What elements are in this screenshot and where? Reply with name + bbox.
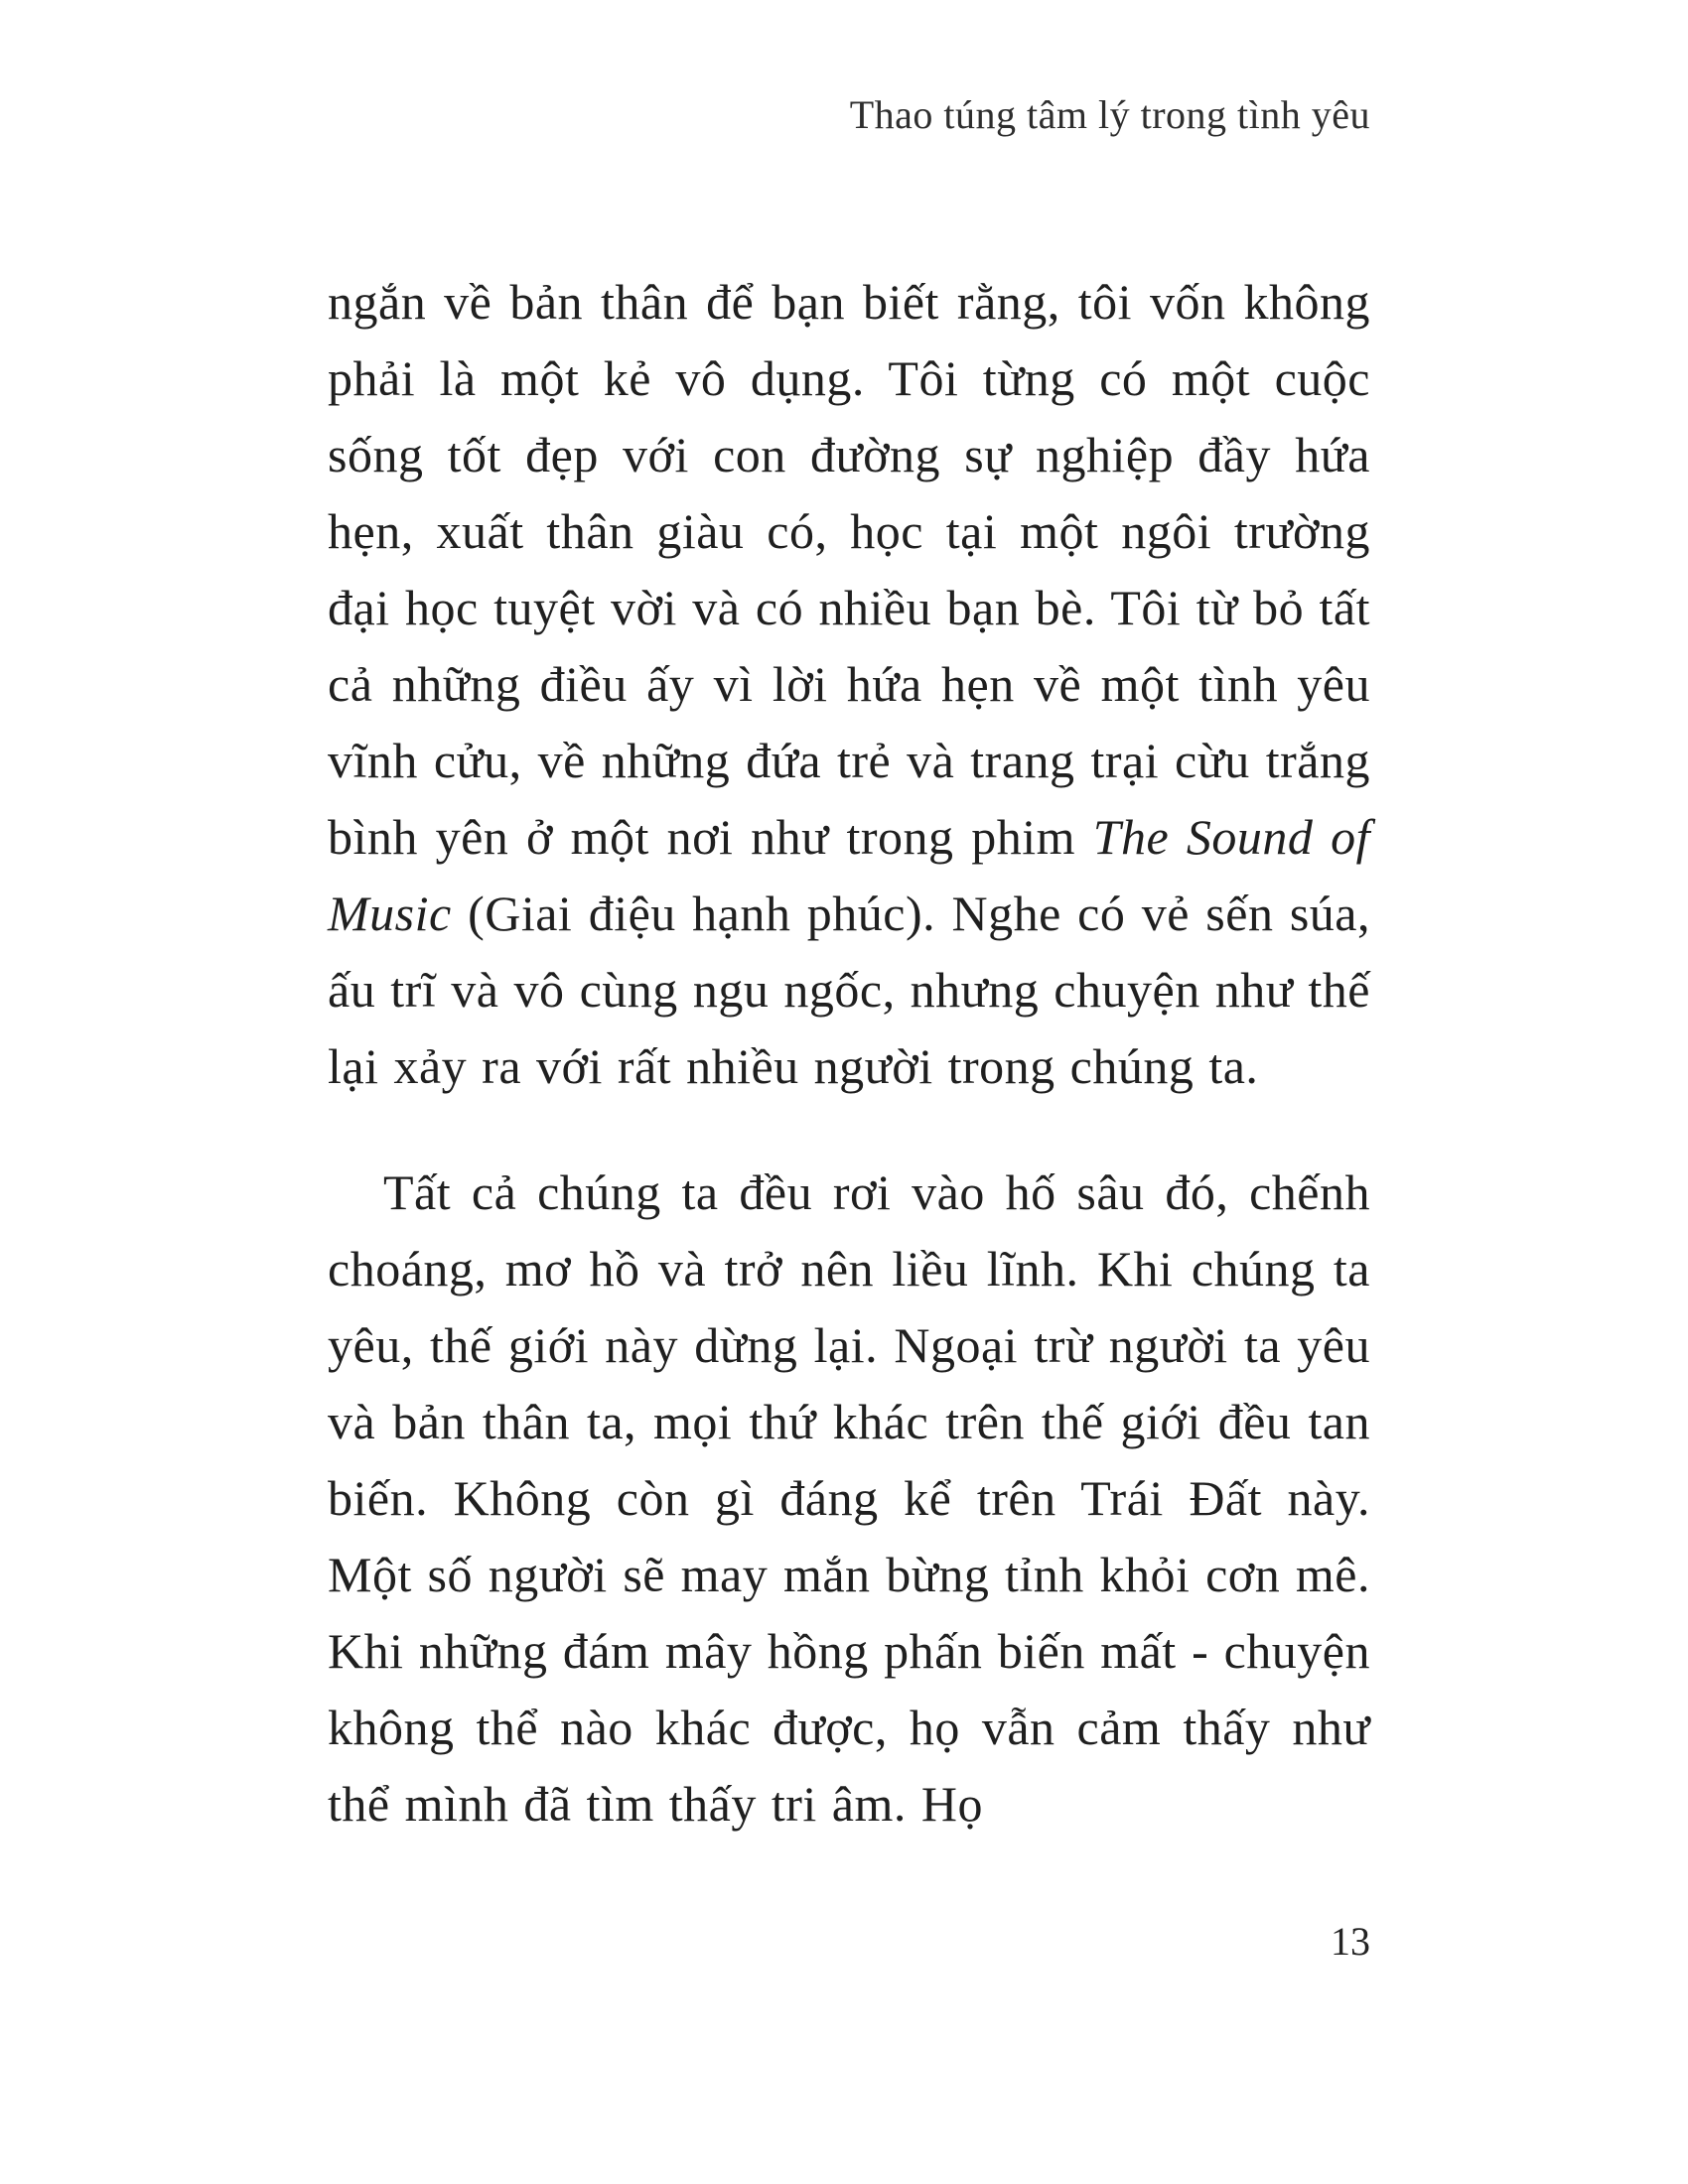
paragraph-1-text: ngắn về bản thân để bạn biết rằng, tôi vốn không phải là một kẻ vô dụng. Tôi từng có một cuộc sống tốt đẹp với con đường sự nghiệp đầy hứa hẹn, xuất thân giàu có, học tại một ngôi trường đại học tuyệt vời và có nhiều bạn bè. Tôi từ bỏ tất cả những điều ấy vì lời hứa hẹn về một tình yêu vĩnh cửu, về những đứa trẻ và trang trại cừu trắng bình yên ở một nơi như trong phim [328, 274, 1370, 865]
paragraph-1-text-after: (Giai điệu hạnh phúc). Nghe có vẻ sến súa, ấu trĩ và vô cùng ngu ngốc, nhưng chuyện như thế lại xảy ra với rất nhiều người trong chúng ta. [328, 886, 1370, 1094]
page-number: 13 [1331, 1919, 1370, 1964]
paragraph-continuation [328, 264, 1370, 1105]
movie-title-italic: The Sound of Music [328, 809, 1370, 941]
paragraph-2: Tất cả chúng ta đều rơi vào hố sâu đó, chếnh choáng, mơ hồ và trở nên liều lĩnh. Khi chúng ta yêu, thế giới này dừng lại. Ngoại trừ người ta yêu và bản thân ta, mọi thứ khác trên thế giới đều tan biến. Không còn gì đáng kể trên Trái Đất này. Một số người sẽ may mắn bừng tỉnh khỏi cơn mê. Khi những đám mây hồng phấn biến mất - chuyện không thể nào khác được, họ vẫn cảm thấy như thể mình đã tìm thấy tri âm. Họ [328, 1164, 1370, 1832]
running-header: Thao túng tâm lý trong tình yêu [849, 92, 1370, 137]
page-body [328, 264, 1370, 1843]
